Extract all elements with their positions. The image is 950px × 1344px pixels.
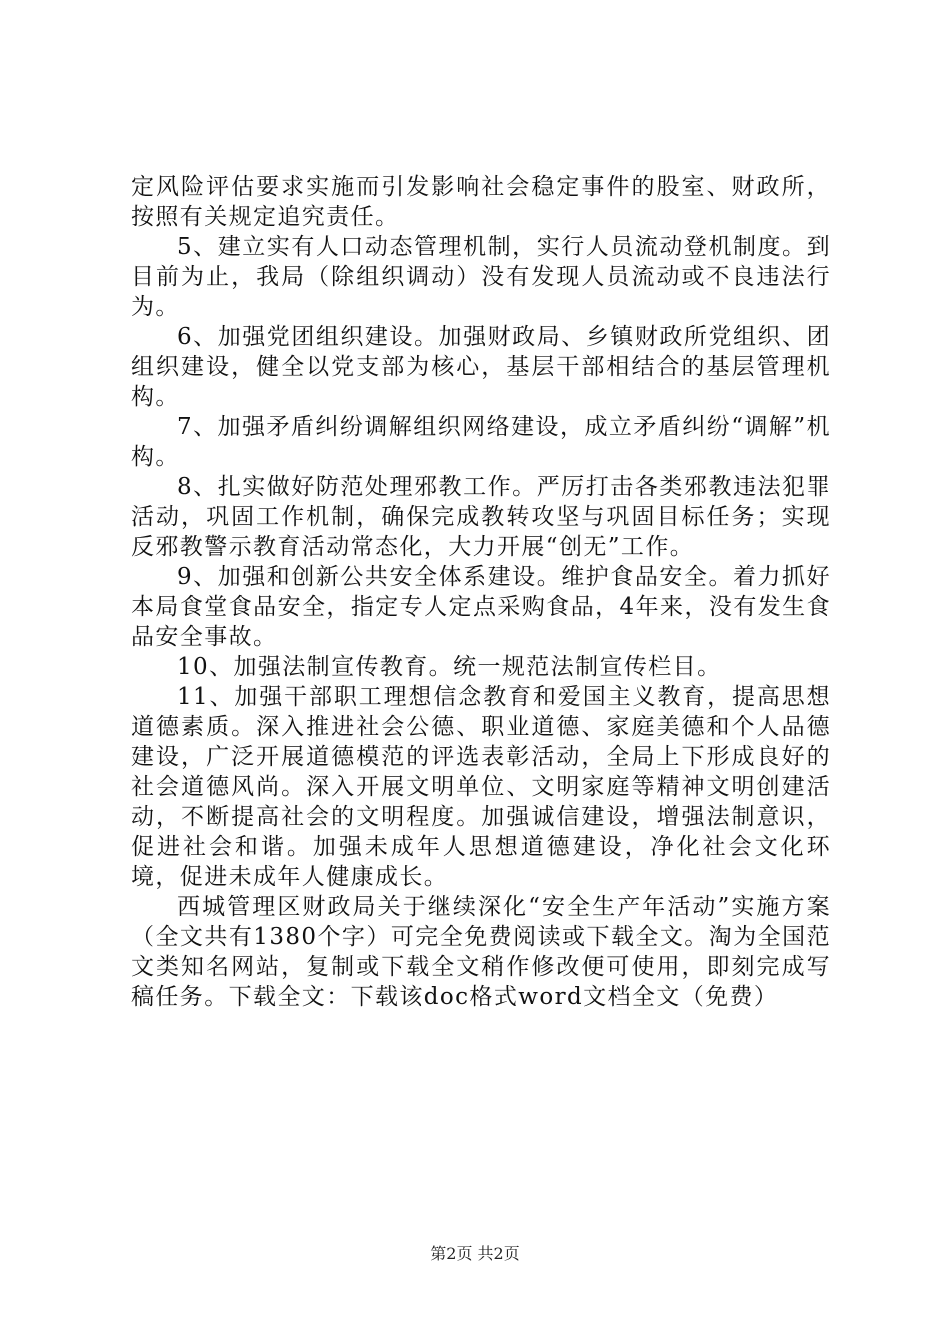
paragraph-item-10: 10、加强法制宣传教育。统一规范法制宣传栏目。 xyxy=(177,654,722,680)
paragraph-item-9: 9、加强和创新公共安全体系建设。维护食品安全。着力抓好本局食堂食品安全，指定专人定点采购食品，4年来，没有发生食品安全事故。 xyxy=(131,564,831,650)
paragraph-item-5: 5、建立实有人口动态管理机制，实行人员流动登机制度。到目前为止，我局（除组织调动）没有发现人员流动或不良违法行为。 xyxy=(131,234,831,320)
paragraph-item-11: 11、加强干部职工理想信念教育和爱国主义教育，提高思想道德素质。深入推进社会公德、职业道德、家庭美德和个人品德建设，广泛开展道德模范的评选表彰活动，全局上下形成良好的社会道德风尚。深入开展文明单位、文明家庭等精神文明创建活动，不断提高社会的文明程度。加强诚信建设，增强法制意识，促进社会和谐。加强未成年人思想道德建设，净化社会文化环境，促进未成年人健康成长。 xyxy=(131,684,831,890)
paragraph-item-7: 7、加强矛盾纠纷调解组织网络建设，成立矛盾纠纷“调解”机构。 xyxy=(131,414,831,470)
paragraph-download-note: 西城管理区财政局关于继续深化“安全生产年活动”实施方案（全文共有1380个字）可完全免费阅读或下载全文。淘为全国范文类知名网站，复制或下载全文稍作修改便可使用，即刻完成写稿任务。下载全文：下载该doc格式word文档全文（免费） xyxy=(131,894,831,1010)
paragraph-item-6: 6、加强党团组织建设。加强财政局、乡镇财政所党组织、团组织建设，健全以党支部为核心，基层干部相结合的基层管理机构。 xyxy=(131,324,831,410)
paragraph-item-8: 8、扎实做好防范处理邪教工作。严厉打击各类邪教违法犯罪活动，巩固工作机制，确保完成教转攻坚与巩固目标任务；实现反邪教警示教育活动常态化，大力开展“创无”工作。 xyxy=(131,474,831,560)
page-number-footer: 第2页 共2页 xyxy=(430,1244,520,1263)
document-body xyxy=(131,172,831,1012)
paragraph-continuation: 定风险评估要求实施而引发影响社会稳定事件的股室、财政所，按照有关规定追究责任。 xyxy=(131,174,831,230)
